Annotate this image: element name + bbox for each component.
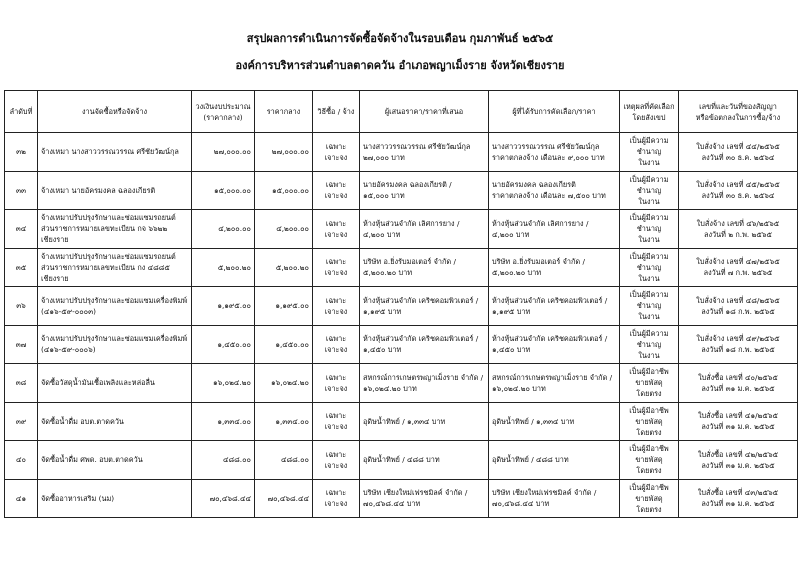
document-title: สรุปผลการดำเนินการจัดซื้อจัดจ้างในรอบเดือน กุมภาพันธ์ ๒๕๖๕ (246, 32, 554, 45)
cell-median-price: ๕,๒๐๐.๒๐ (255, 248, 313, 287)
cell-contract: ใบสั่งซื้อ เลขที่ ๔๐/๒๕๖๕ ลงวันที่ ๓๑ ม.ค. ๒๕๖๕ (679, 364, 798, 403)
cell-selected: ห้างหุ้นส่วนจำกัด เลิศการยาง / ๔,๒๐๐ บาท (489, 210, 620, 249)
cell-reason: เป็นผู้มีความชำนาญ ในงาน (620, 325, 679, 364)
cell-budget: ๑,๔๕๐.๐๐ (192, 325, 255, 364)
cell-median-price: ๑๖,๐๒๔.๒๐ (255, 364, 313, 403)
table-row (5, 364, 798, 403)
cell-selected: บริษัท อ.ยิ่งรับมอเตอร์ จำกัด / ๕,๒๐๐.๒๐ บาท (489, 248, 620, 287)
cell-median-price: ๔๘๘.๐๐ (255, 441, 313, 480)
cell-method: เฉพาะเจาะจง (313, 325, 360, 364)
table-row (5, 210, 798, 249)
cell-reason: เป็นผู้มีอาชีพ ขายพัสดุโดยตรง (620, 441, 679, 480)
cell-method: เฉพาะเจาะจง (313, 171, 360, 210)
cell-bidders: ห้างหุ้นส่วนจำกัด เคริชคอมพิวเตอร์ / ๑,๑๙๕ บาท (360, 287, 489, 326)
cell-contract: ใบสั่งจ้าง เลขที่ ๔๘/๒๕๖๕ ลงวันที่ ๑๘ ก.พ. ๒๕๖๕ (679, 287, 798, 326)
cell-bidders: สหกรณ์การเกษตรพญาเม็งราย จำกัด / ๑๖,๐๒๔.๒๐ บาท (360, 364, 489, 403)
cell-item: จัดซื้อน้ำดื่ม ศพด. อบต.ตาดควัน (38, 441, 192, 480)
cell-reason: เป็นผู้มีความชำนาญ ในงาน (620, 210, 679, 249)
cell-median-price: ๑๕,๐๐๐.๐๐ (255, 171, 313, 210)
cell-no: ๓๖ (5, 287, 38, 326)
cell-bidders: อุดิษน้ำทิพย์ / ๔๘๘ บาท (360, 441, 489, 480)
cell-bidders: ห้างหุ้นส่วนจำกัด เลิศการยาง / ๔,๒๐๐ บาท (360, 210, 489, 249)
cell-no: ๔๑ (5, 479, 38, 518)
cell-budget: ๑๕,๐๐๐.๐๐ (192, 171, 255, 210)
cell-item: จ้างเหมา นางสาววรรณวรรณ ศรีชัยวัฒน์กุล (38, 133, 192, 172)
cell-no: ๓๓ (5, 171, 38, 210)
cell-median-price: ๒๗,๐๐๐.๐๐ (255, 133, 313, 172)
col-header-budget: วงเงินงบประมาณ (ราคากลาง) (192, 91, 255, 133)
cell-method: เฉพาะเจาะจง (313, 441, 360, 480)
cell-budget: ๕,๒๐๐.๒๐ (192, 248, 255, 287)
cell-contract: ใบสั่งซื้อ เลขที่ ๔๓/๒๕๖๕ ลงวันที่ ๓๑ ม.ค. ๒๕๖๕ (679, 479, 798, 518)
procurement-table (4, 90, 798, 518)
cell-method: เฉพาะเจาะจง (313, 479, 360, 518)
table-row (5, 441, 798, 480)
col-header-median-price: ราคากลาง (255, 91, 313, 133)
cell-reason: เป็นผู้มีความชำนาญ ในงาน (620, 171, 679, 210)
cell-method: เฉพาะเจาะจง (313, 364, 360, 403)
cell-item: จัดซื้อน้ำดื่ม อบต.ตาดควัน (38, 402, 192, 441)
cell-item: จ้างเหมาปรับปรุงรักษาและซ่อมแซมเครื่องพิมพ์ (๔๑๖-๕๙-๐๐๐๓) (38, 287, 192, 326)
col-header-bidders: ผู้เสนอราคา/ราคาที่เสนอ (360, 91, 489, 133)
cell-method: เฉพาะเจาะจง (313, 287, 360, 326)
cell-contract: ใบสั่งจ้าง เลขที่ ๔๔/๒๕๖๕ ลงวันที่ ๓๐ ธ.ค. ๒๕๖๔ (679, 133, 798, 172)
cell-bidders: บริษัท เชียงใหม่เฟรชมิลค์ จำกัด / ๗๐,๔๖๘.๔๔ บาท (360, 479, 489, 518)
cell-selected: บริษัท เชียงใหม่เฟรชมิลค์ จำกัด / ๗๐,๔๖๘.๔๔ บาท (489, 479, 620, 518)
cell-median-price: ๗๐,๔๖๘.๔๔ (255, 479, 313, 518)
cell-bidders: อุดิษน้ำทิพย์ / ๑,๓๓๔ บาท (360, 402, 489, 441)
table-header-row (5, 91, 798, 133)
cell-bidders: บริษัท อ.ยิ่งรับมอเตอร์ จำกัด / ๕,๒๐๐.๒๐ บาท (360, 248, 489, 287)
cell-reason: เป็นผู้มีอาชีพ ขายพัสดุโดยตรง (620, 479, 679, 518)
cell-no: ๔๐ (5, 441, 38, 480)
cell-contract: ใบสั่งซื้อ เลขที่ ๔๒/๒๕๖๕ ลงวันที่ ๓๑ ม.ค. ๒๕๖๕ (679, 441, 798, 480)
cell-bidders: ห้างหุ้นส่วนจำกัด เคริชคอมพิวเตอร์ / ๑,๔๕๐ บาท (360, 325, 489, 364)
cell-no: ๓๗ (5, 325, 38, 364)
cell-no: ๓๒ (5, 133, 38, 172)
cell-method: เฉพาะเจาะจง (313, 402, 360, 441)
cell-method: เฉพาะเจาะจง (313, 133, 360, 172)
col-header-item: งานจัดซื้อหรือจัดจ้าง (38, 91, 192, 133)
cell-budget: ๔๘๘.๐๐ (192, 441, 255, 480)
cell-item: จัดซื้อวัสดุน้ำมันเชื้อเพลิงและหล่อลื่น (38, 364, 192, 403)
cell-median-price: ๑,๔๕๐.๐๐ (255, 325, 313, 364)
col-header-no: ลำดับที่ (5, 91, 38, 133)
cell-selected: อุดิษน้ำทิพย์ / ๔๘๘ บาท (489, 441, 620, 480)
col-header-method: วิธีซื้อ / จ้าง (313, 91, 360, 133)
cell-item: จ้างเหมาปรับปรุงรักษาและซ่อมแซมรถยนต์ส่วนราชการหมายเลขทะเบียน กจ ๖๖๒๒ เชียงราย (38, 210, 192, 249)
cell-selected: ห้างหุ้นส่วนจำกัด เคริชคอมพิวเตอร์ / ๑,๑๙๕ บาท (489, 287, 620, 326)
cell-contract: ใบสั่งซื้อ เลขที่ ๔๑/๒๕๖๕ ลงวันที่ ๓๑ ม.ค. ๒๕๖๕ (679, 402, 798, 441)
col-header-reason: เหตุผลที่คัดเลือก โดยสังเขป (620, 91, 679, 133)
table-row (5, 133, 798, 172)
cell-budget: ๑๖,๐๒๔.๒๐ (192, 364, 255, 403)
document-subtitle: องค์การบริหารส่วนตำบลตาดควัน อำเภอพญาเม็งราย จังหวัดเชียงราย (235, 59, 565, 72)
cell-no: ๓๙ (5, 402, 38, 441)
cell-contract: ใบสั่งจ้าง เลขที่ ๔๗/๒๕๖๕ ลงวันที่ ๗ ก.พ. ๒๕๖๕ (679, 248, 798, 287)
table-row (5, 248, 798, 287)
table-row (5, 287, 798, 326)
cell-contract: ใบสั่งจ้าง เลขที่ ๔๙/๒๕๖๕ ลงวันที่ ๑๘ ก.พ. ๒๕๖๕ (679, 325, 798, 364)
cell-reason: เป็นผู้มีความชำนาญ ในงาน (620, 133, 679, 172)
cell-median-price: ๑,๓๓๔.๐๐ (255, 402, 313, 441)
table-row (5, 479, 798, 518)
table-row (5, 402, 798, 441)
cell-reason: เป็นผู้มีอาชีพ ขายพัสดุโดยตรง (620, 364, 679, 403)
cell-contract: ใบสั่งจ้าง เลขที่ ๔๖/๒๕๖๕ ลงวันที่ ๒ ก.พ. ๒๕๖๕ (679, 210, 798, 249)
cell-selected: นายอัครมงคล ฉลองเกียรติ ราคาตกลงจ้าง เดือนละ ๗,๕๐๐ บาท (489, 171, 620, 210)
cell-no: ๓๔ (5, 210, 38, 249)
cell-item: จ้างเหมา นายอัครมงคล ฉลองเกียรติ (38, 171, 192, 210)
cell-budget: ๒๗,๐๐๐.๐๐ (192, 133, 255, 172)
cell-selected: ห้างหุ้นส่วนจำกัด เคริชคอมพิวเตอร์ / ๑,๔๕๐ บาท (489, 325, 620, 364)
cell-reason: เป็นผู้มีอาชีพ ขายพัสดุโดยตรง (620, 402, 679, 441)
cell-selected: อุดิษน้ำทิพย์ / ๑,๓๓๔ บาท (489, 402, 620, 441)
cell-contract: ใบสั่งจ้าง เลขที่ ๔๕/๒๕๖๕ ลงวันที่ ๓๐ ธ.ค. ๒๕๖๔ (679, 171, 798, 210)
cell-selected: นางสาววรรณวรรณ ศรีชัยวัฒน์กุล ราคาตกลงจ้าง เดือนละ ๙,๐๐๐ บาท (489, 133, 620, 172)
cell-reason: เป็นผู้มีความชำนาญ ในงาน (620, 287, 679, 326)
cell-budget: ๔,๒๐๐.๐๐ (192, 210, 255, 249)
cell-selected: สหกรณ์การเกษตรพญาเม็งราย จำกัด / ๑๖,๐๒๔.๒๐ บาท (489, 364, 620, 403)
cell-reason: เป็นผู้มีความชำนาญ ในงาน (620, 248, 679, 287)
cell-item: จ้างเหมาปรับปรุงรักษาและซ่อมแซมเครื่องพิมพ์ (๔๑๖-๕๙-๐๐๐๖) (38, 325, 192, 364)
cell-method: เฉพาะเจาะจง (313, 248, 360, 287)
cell-bidders: นางสาววรรณวรรณ ศรีชัยวัฒน์กุล ๒๗,๐๐๐ บาท (360, 133, 489, 172)
cell-item: จัดซื้ออาหารเสริม (นม) (38, 479, 192, 518)
col-header-selected: ผู้ที่ได้รับการคัดเลือก/ราคา (489, 91, 620, 133)
col-header-contract: เลขที่และวันที่ของสัญญา หรือข้อตกลงในการซื้อ/จ้าง (679, 91, 798, 133)
cell-no: ๓๕ (5, 248, 38, 287)
cell-budget: ๑,๑๙๕.๐๐ (192, 287, 255, 326)
cell-bidders: นายอัครมงคล ฉลองเกียรติ / ๑๕,๐๐๐ บาท (360, 171, 489, 210)
table-row (5, 171, 798, 210)
cell-budget: ๑,๓๓๔.๐๐ (192, 402, 255, 441)
cell-method: เฉพาะเจาะจง (313, 210, 360, 249)
cell-item: จ้างเหมาปรับปรุงรักษาและซ่อมแซมรถยนต์ส่วนราชการหมายเลขทะเบียน กง ๔๘๘๕ เชียงราย (38, 248, 192, 287)
table-row (5, 325, 798, 364)
cell-no: ๓๘ (5, 364, 38, 403)
cell-median-price: ๑,๑๙๕.๐๐ (255, 287, 313, 326)
cell-median-price: ๔,๒๐๐.๐๐ (255, 210, 313, 249)
cell-budget: ๗๐,๔๖๘.๔๔ (192, 479, 255, 518)
